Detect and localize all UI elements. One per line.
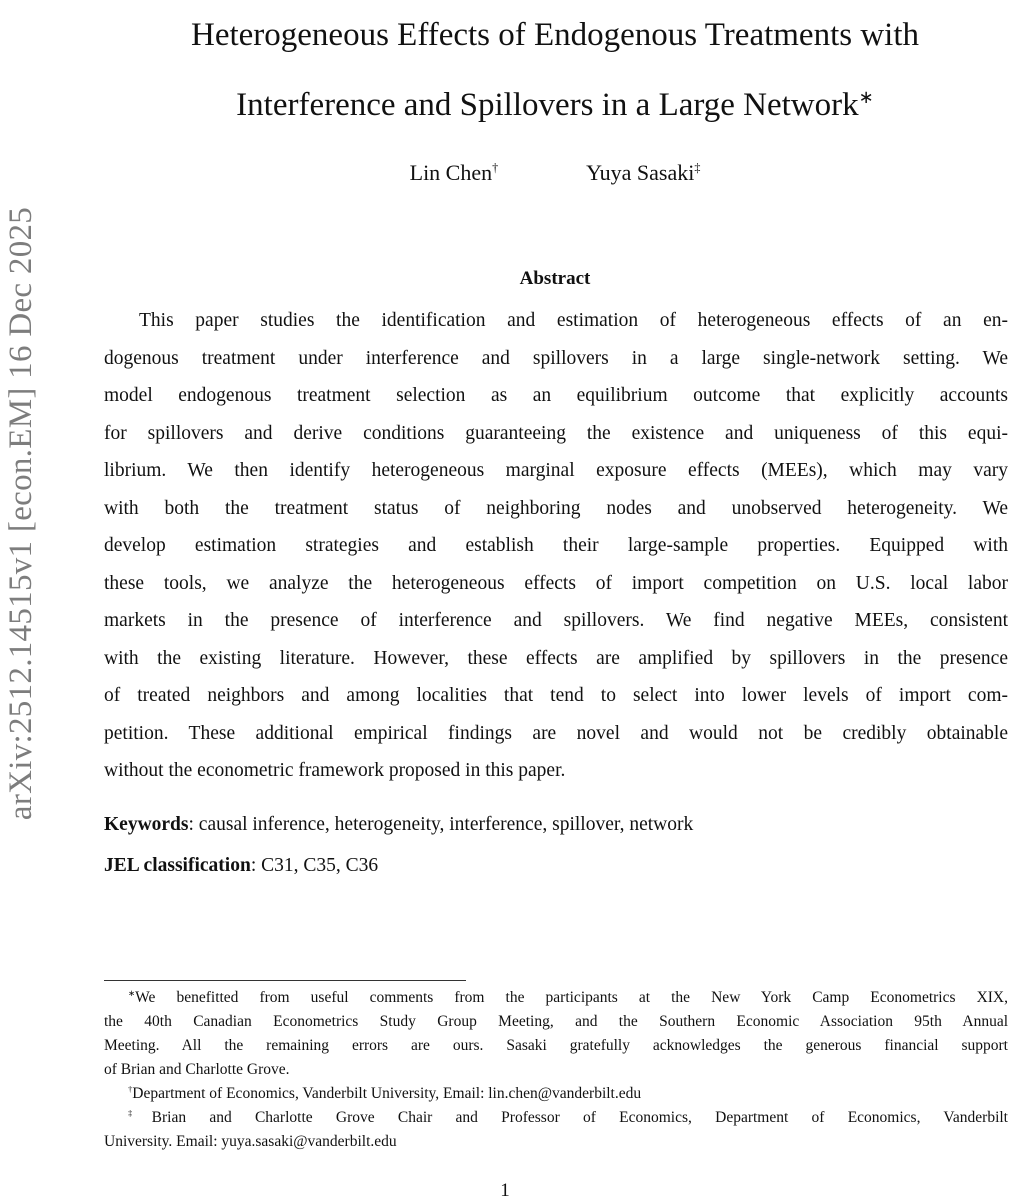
author-2-mark: ‡ [694, 160, 701, 175]
footnote-author-2 [104, 1106, 1008, 1154]
author-2-name: Yuya Sasaki [586, 160, 695, 185]
abstract-line: of treated neighbors and among localities that tend to select into lower levels of import com- [104, 685, 1008, 706]
footnote-line [104, 1082, 1008, 1106]
author-1 [410, 160, 499, 186]
abstract-line: without the econometric framework proposed in this paper. [104, 760, 566, 781]
keywords-text: : causal inference, heterogeneity, interference, spillover, network [188, 814, 694, 835]
jel-classification-line [104, 855, 378, 877]
paper-title [100, 0, 1010, 140]
abstract-line: petition. These additional empirical findings are novel and would not be credibly obtainable [104, 722, 1008, 744]
footnote-mark: ‡ [128, 1107, 152, 1118]
jel-text: : C31, C35, C36 [250, 855, 379, 876]
title-line-1: Heterogeneous Effects of Endogenous Treatments with [191, 17, 919, 53]
jel-label: JEL classification [104, 855, 251, 876]
author-list [100, 160, 1010, 186]
title-footnote-mark: ∗ [858, 87, 874, 107]
footnote-line-text: Brian and Charlotte Grove Chair and Professor of Economics, Department of Economics, Vanderbilt [151, 1109, 1008, 1126]
footnote-line: the 40th Canadian Econometrics Study Group Meeting, and the Southern Economic Association 95th Annual [104, 1013, 1008, 1030]
abstract-line: for spillovers and derive conditions guaranteeing the existence and uniqueness of this equi- [104, 422, 1008, 444]
abstract-line: model endogenous treatment selection as an equilibrium outcome that explicitly accounts [104, 385, 1008, 406]
footnote-line-text: Department of Economics, Vanderbilt University, Email: lin.chen@vanderbilt.edu [132, 1085, 642, 1102]
keywords-line [104, 814, 693, 836]
footnote-acknowledgement [104, 986, 1008, 1082]
abstract-line: with the existing literature. However, these effects are amplified by spillovers in the presence [104, 647, 1008, 669]
footnote-line [104, 1106, 1008, 1130]
keywords-label: Keywords [104, 814, 189, 835]
author-2 [586, 160, 700, 186]
abstract-body [104, 302, 1008, 790]
footnote-author-1 [104, 1082, 1008, 1106]
arxiv-identifier-text: arXiv:2512.14515v1 [econ.EM] 16 Dec 2025 [3, 206, 40, 820]
footnote-line: University. Email: yuya.sasaki@vanderbilt.edu [104, 1133, 397, 1150]
footnote-divider [104, 980, 466, 981]
footnotes [104, 986, 1008, 1154]
abstract-line: librium. We then identify heterogeneous marginal exposure effects (MEEs), which may vary [104, 460, 1008, 481]
abstract-line: with both the treatment status of neighboring nodes and unobserved heterogeneity. We [104, 497, 1008, 519]
arxiv-identifier-stamp [0, 152, 44, 874]
footnote-line [104, 986, 1008, 1010]
abstract-line: This paper studies the identification and estimation of heterogeneous effects of an en- [139, 310, 1008, 331]
footnote-line-text: We benefitted from useful comments from the participants at the New York Camp Econometrics XIX, [135, 989, 1008, 1006]
abstract-line: dogenous treatment under interference and spillovers in a large single-network setting. We [104, 347, 1008, 369]
author-1-mark: † [492, 160, 499, 175]
abstract-heading: Abstract [519, 268, 591, 289]
abstract-line: these tools, we analyze the heterogeneous effects of import competition on U.S. local labor [104, 572, 1008, 594]
page-number: 1 [500, 1180, 510, 1201]
author-1-name: Lin Chen [409, 160, 493, 185]
abstract-line: develop estimation strategies and establish their large-sample properties. Equipped with [104, 535, 1008, 556]
footnote-mark: † [128, 1083, 133, 1094]
title-line-2 [100, 70, 1010, 140]
footnote-line: Meeting. All the remaining errors are ours. Sasaki gratefully acknowledges the generous financial support [104, 1037, 1008, 1054]
footnote-mark: ∗ [128, 987, 136, 998]
abstract-line: markets in the presence of interference and spillovers. We find negative MEEs, consistent [104, 610, 1008, 631]
title-line-2-text: Interference and Spillovers in a Large Network [236, 87, 859, 123]
footnote-line: of Brian and Charlotte Grove. [104, 1061, 290, 1078]
